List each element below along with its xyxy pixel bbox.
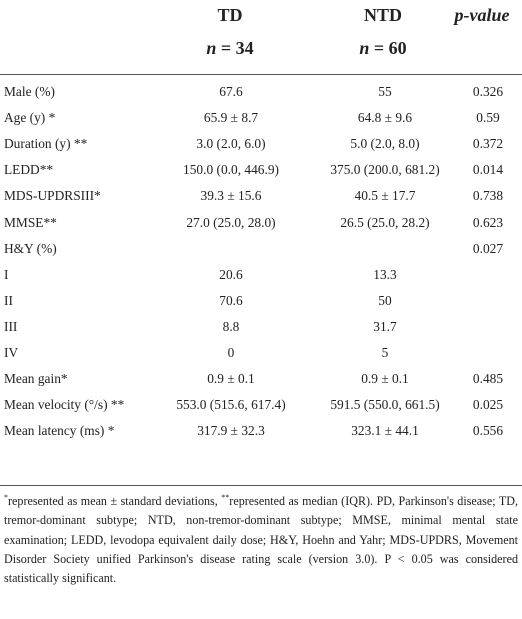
ntd-value: 5.0 (2.0, 8.0) (350, 136, 420, 152)
bottom-rule (0, 485, 522, 486)
td-value: 3.0 (2.0, 6.0) (196, 136, 266, 152)
table-row (0, 184, 522, 208)
row-label: Duration (y) ** (4, 136, 88, 152)
row-label: MDS-UPDRSIII* (4, 188, 101, 204)
row-label: III (4, 318, 18, 334)
p-value: 0.027 (472, 240, 504, 256)
row-label: LEDD** (4, 162, 54, 178)
table-row (0, 315, 522, 339)
p-value: 0.485 (472, 371, 504, 387)
row-label: Mean gain* (4, 371, 68, 387)
row-label: II (4, 292, 13, 308)
table-row (0, 367, 522, 391)
ntd-value: 5 (381, 345, 389, 360)
td-value: 39.3 ± 15.6 (200, 188, 262, 204)
td-value: 20.6 (219, 266, 243, 282)
table-row (0, 419, 522, 443)
td-value: 0.9 ± 0.1 (207, 371, 255, 387)
p-value: 0.326 (472, 84, 504, 99)
ntd-value: 13.3 (373, 266, 397, 282)
table-row (0, 132, 522, 156)
ntd-sample-size: n = 60 (359, 38, 407, 58)
table-row (0, 158, 522, 182)
p-value: 0.025 (472, 397, 504, 413)
ntd-value: 50 (378, 292, 392, 308)
row-label: Male (%) (4, 84, 55, 99)
row-label: Mean latency (ms) * (4, 423, 115, 439)
table-row (0, 106, 522, 130)
td-sample-size: n = 34 (206, 38, 254, 58)
td-value: 67.6 (219, 84, 243, 99)
td-value: 317.9 ± 32.3 (197, 423, 265, 439)
p-value: 0.623 (472, 214, 504, 230)
row-label: IV (4, 345, 19, 360)
ntd-value: 323.1 ± 44.1 (351, 423, 419, 439)
p-value: 0.014 (472, 162, 504, 178)
p-value: 0.556 (472, 423, 504, 439)
ntd-value: 64.8 ± 9.6 (357, 110, 413, 126)
td-value: 553.0 (515.6, 617.4) (176, 397, 286, 413)
td-value: 70.6 (219, 292, 243, 308)
table-header (0, 0, 522, 76)
p-value: 0.738 (472, 188, 504, 204)
td-value: 8.8 (222, 318, 240, 334)
table-row (0, 341, 522, 365)
header-rule (0, 74, 522, 75)
p-value-column-title: p-value (454, 5, 510, 25)
table-row (0, 393, 522, 417)
p-value: 0.372 (472, 136, 504, 152)
td-value: 0 (227, 345, 235, 360)
table-row (0, 263, 522, 287)
ntd-value: 26.5 (25.0, 28.2) (340, 214, 430, 230)
ntd-value: 40.5 ± 17.7 (354, 188, 416, 204)
row-label: H&Y (%) (4, 240, 57, 256)
td-value: 65.9 ± 8.7 (203, 110, 259, 126)
ntd-value: 31.7 (373, 318, 397, 334)
ntd-value: 0.9 ± 0.1 (361, 371, 409, 387)
row-label: Mean velocity (°/s) ** (4, 397, 125, 413)
ntd-value: 591.5 (550.0, 661.5) (330, 397, 440, 413)
td-column-title: TD (217, 5, 243, 25)
ntd-value: 55 (378, 84, 392, 99)
row-label: Age (y) * (4, 110, 56, 126)
td-value: 27.0 (25.0, 28.0) (186, 214, 276, 230)
ntd-value: 375.0 (200.0, 681.2) (330, 162, 440, 178)
table-row (0, 289, 522, 313)
table-row (0, 211, 522, 235)
ntd-column-title: NTD (363, 5, 402, 25)
table-row (0, 80, 522, 104)
table-row (0, 237, 522, 261)
table-footnote: *represented as mean ± standard deviations, **represented as median (IQR). PD, Parkinson's disease; TD, tremor-dominant subtype; NTD, non-tremor-dominant subtype; MMSE, minimal mental state examination; LEDD, levodopa equivalent daily dose; H&Y, Hoehn and Yahr; MDS-UPDRS, Movement Disorder Society unified Parkinson's disease rating scale (version 3.0). P < 0.05 was considered statistically significant. (4, 492, 518, 586)
row-label: I (4, 266, 9, 282)
td-value: 150.0 (0.0, 446.9) (183, 162, 279, 178)
p-value: 0.59 (476, 110, 500, 126)
row-label: MMSE** (4, 214, 57, 230)
